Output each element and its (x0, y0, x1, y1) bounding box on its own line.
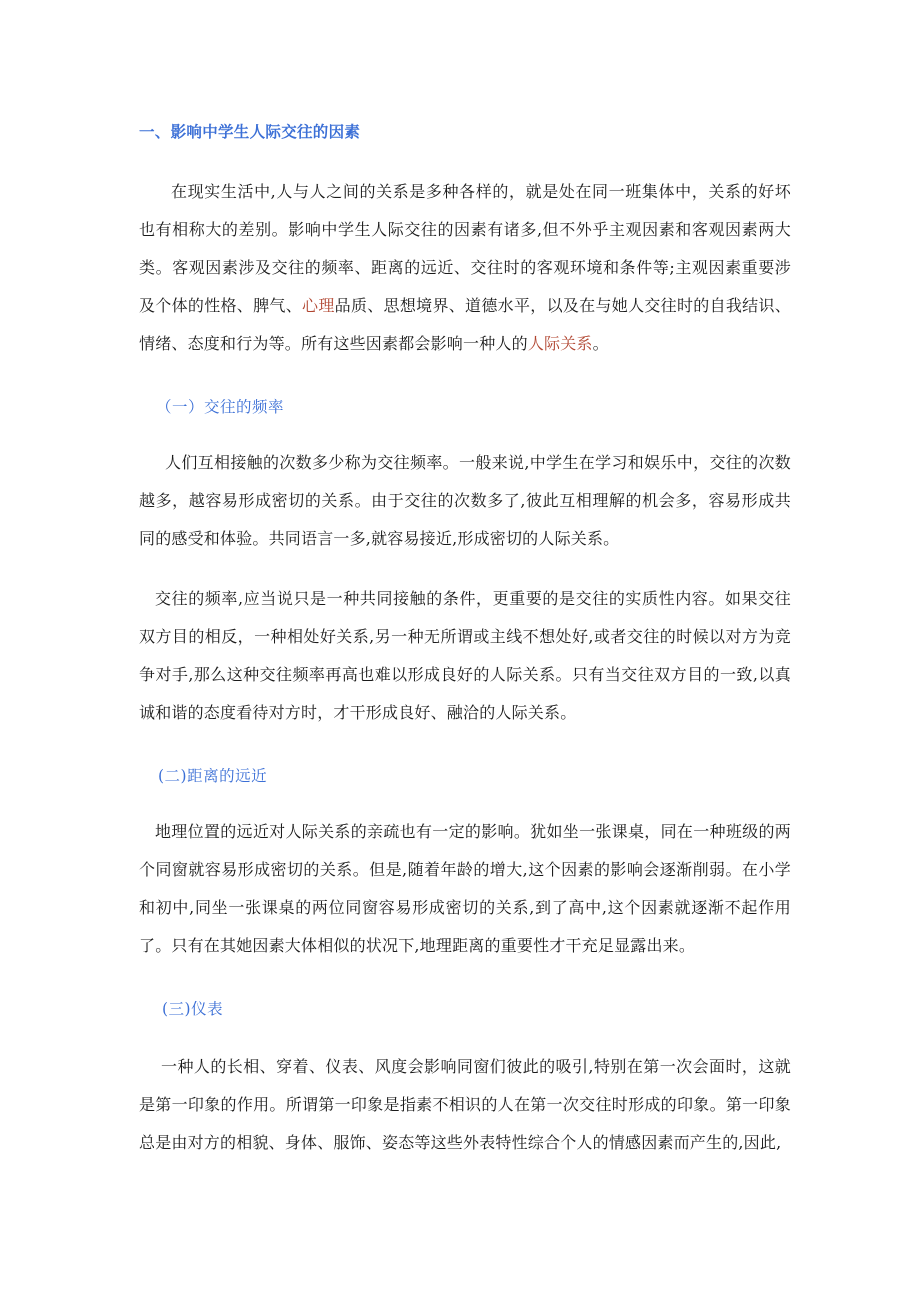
intro-paragraph (139, 173, 791, 363)
distance-paragraph: 地理位置的远近对人际关系的亲疏也有一定的影响。犹如坐一张课桌，同在一种班级的两个同窗就容易形成密切的关系。但是,随着年龄的增大,这个因素的影响会逐渐削弱。在小学和初中,同坐一张课桌的两位同窗容易形成密切的关系,到了高中,这个因素就逐渐不起作用了。只有在其她因素大体相似的状况下,地理距离的重要性才干充足显露出来。 (139, 822, 791, 955)
subheading-appearance: (三)仪表 (162, 1000, 224, 1018)
frequency-paragraph-2: 交往的频率,应当说只是一种共同接触的条件，更重要的是交往的实质性内容。如果交往双方目的相反，一种相处好关系,另一种无所谓或主线不想处好,或者交往的时候以对方为竞争对手,那么这种交往频率再高也难以形成良好的人际关系。只有当交往双方目的一致,以真诚和谐的态度看待对方时，才干形成良好、融洽的人际关系。 (139, 589, 791, 722)
appearance-paragraph: 一种人的长相、穿着、仪表、风度会影响同窗们彼此的吸引,特别在第一次会面时，这就是第一印象的作用。所谓第一印象是指素不相识的人在第一次交往时形成的印象。第一印象总是由对方的相貌、身体、服饰、姿态等这些外表特性综合个人的情感因素而产生的,因此, (139, 1057, 791, 1152)
frequency-paragraph-1: 人们互相接触的次数多少称为交往频率。一般来说,中学生在学习和娱乐中，交往的次数越多，越容易形成密切的关系。由于交往的次数多了,彼此互相理解的机会多，容易形成共同的感受和体验。共同语言一多,就容易接近,形成密切的人际关系。 (139, 453, 791, 548)
intro-text-2: 品质、思想境界、道德水平，以及在与她人交往时的自我结识、情绪、态度和行为等。所有这些因素都会影响一种人的 (139, 296, 791, 353)
intro-text-1: 在现实生活中,人与人之间的关系是多种各样的，就是处在同一班集体中，关系的好坏也有相称大的差别。影响中学生人际交往的因素有诸多,但不外乎主观因素和客观因素两大类。客观因素涉及交往的频率、距离的远近、交往时的客观环境和条件等;主观因素重要涉及个体的性格、脾气、 (139, 182, 791, 315)
link-interpersonal-relations[interactable]: 人际关系 (527, 334, 593, 353)
intro-text-3: 。 (592, 334, 609, 353)
subheading-frequency: （一）交往的频率 (156, 398, 285, 416)
section-heading: 一、影响中学生人际交往的因素 (139, 123, 361, 141)
subheading-distance: (二)距离的远近 (158, 767, 268, 785)
link-psychology[interactable]: 心理 (302, 296, 335, 315)
